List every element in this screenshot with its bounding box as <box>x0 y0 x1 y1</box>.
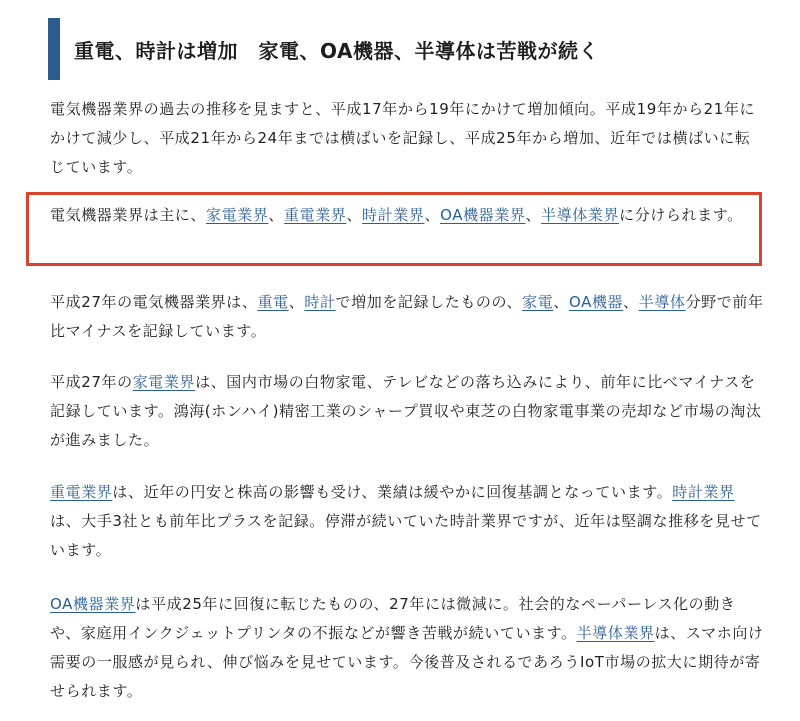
paragraph-text: は、大手3社とも前年比プラスを記録。停滞が続いていた時計業界ですが、近年は堅調な推移を見せています。 <box>50 512 762 559</box>
link-oa[interactable]: OA機器 <box>568 293 624 311</box>
link-juden-industry[interactable]: 重電業界 <box>50 483 113 501</box>
link-kaden-industry[interactable]: 家電業界 <box>132 373 196 391</box>
separator: 、 <box>346 206 363 224</box>
separator: 、 <box>288 293 305 311</box>
separator: 、 <box>268 206 285 224</box>
paragraph-text: に分けられます。 <box>619 206 743 224</box>
separator: 、 <box>525 206 542 224</box>
paragraph-history <box>50 95 765 182</box>
paragraph-categories <box>50 201 765 230</box>
link-kaden[interactable]: 家電 <box>522 293 554 311</box>
link-juden-industry[interactable]: 重電業界 <box>284 206 347 224</box>
paragraph-text: 平成27年の電気機器業界は、 <box>50 293 258 311</box>
heading-title: 重電、時計は増加 家電、OA機器、半導体は苦戦が続く <box>74 38 599 63</box>
paragraph-text: は、スマホ向け需要の一服感が見られ、伸び悩みを見せています。今後普及されるであろうIoT市場の拡大に期待が寄せられます。 <box>50 624 764 700</box>
separator: 、 <box>553 293 569 311</box>
section-heading <box>48 18 768 80</box>
paragraph-text: 平成27年の <box>50 373 133 391</box>
link-oa-industry[interactable]: OA機器業界 <box>50 595 136 613</box>
link-kaden-industry[interactable]: 家電業界 <box>206 206 269 224</box>
link-tokei-industry[interactable]: 時計業界 <box>362 206 425 224</box>
separator: 、 <box>424 206 441 224</box>
paragraph-text: は平成25年に回復に転じたものの、27年には微減に。社会的なペーパーレス化の動きや、家庭用インクジェットプリンタの不振などが響き苦戦が続いています。 <box>50 595 736 642</box>
paragraph-text: 分野で前年比マイナスを記録しています。 <box>50 293 764 340</box>
heading-accent-bar <box>48 18 60 80</box>
paragraph-kaden <box>50 368 765 455</box>
paragraph-juden-tokei <box>50 478 765 565</box>
paragraph-text: は、国内市場の白物家電、テレビなどの落ち込みにより、前年に比べマイナスを記録しています。鴻海(ホンハイ)精密工業のシャープ買収や東芝の白物家電事業の売却など市場の淘汰が進みました。 <box>50 373 762 449</box>
paragraph-oa-handotai <box>50 590 765 706</box>
paragraph-text: は、近年の円安と株高の影響も受け、業績は緩やかに回復基調となっています。 <box>112 483 673 501</box>
link-juden[interactable]: 重電 <box>257 293 289 311</box>
link-tokei[interactable]: 時計 <box>304 293 336 311</box>
paragraph-h27-summary <box>50 288 765 346</box>
link-oa-industry[interactable]: OA機器業界 <box>440 206 526 224</box>
paragraph-text: 電気機器業界の過去の推移を見ますと、平成17年から19年にかけて増加傾向。平成19年から21年にかけて減少し、平成21年から24年までは横ばいを記録し、平成25年から増加、近年では横ばいに転じています。 <box>50 100 756 176</box>
link-tokei-industry[interactable]: 時計業界 <box>672 483 735 501</box>
link-handotai-industry[interactable]: 半導体業界 <box>576 624 655 642</box>
link-handotai[interactable]: 半導体 <box>638 293 686 311</box>
separator: 、 <box>623 293 639 311</box>
link-handotai-industry[interactable]: 半導体業界 <box>541 206 620 224</box>
paragraph-text: 電気機器業界は主に、 <box>50 206 207 224</box>
paragraph-text: で増加を記録したものの、 <box>335 293 523 311</box>
